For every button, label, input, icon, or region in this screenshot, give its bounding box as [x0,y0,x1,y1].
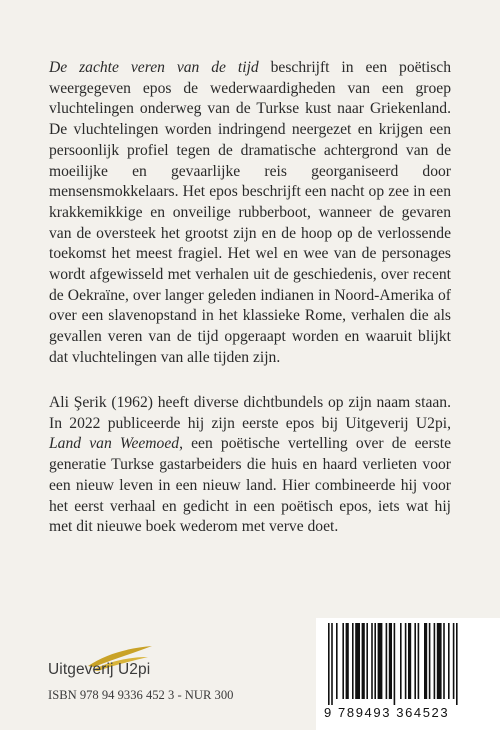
description-text: beschrijft in een poëtisch weergegeven epos de wederwaardigheden van een groep vluchtelingen onderweg van de Turkse kust naar Griekenland. De vluchtelingen worden indringend neergezet en krijgen een persoonlijk profiel tegen de dramatische achtergrond van de moeilijke en gevaarlijke reis georganiseerd door mensensmokkelaars. Het epos beschrijft een nacht op zee in een krakkemikkige en onveilige rubberboot, wanneer de gevaren van de oversteek het grootst zijn en de hoop op de verlossende toekomst het meest fragiel. Het wel en wee van de personages wordt afgewisseld met verhalen uit de geschiedenis, over recent de Oekraïne, over langer geleden indianen in Noord-Amerika of over een slavenopstand in het klassieke Rome, verhalen die als gevallen veren van de tijd opgeraapt worden en waaruit blijkt dat vluchtelingen van alle tijden zijn. [49,59,452,366]
author-bio [49,393,451,538]
book-description [49,58,451,369]
publisher-name: Uitgeverij U2pi [48,661,151,678]
book-title: De zachte veren van de tijd [49,59,259,76]
bio-text-start: Ali Şerik (1962) heeft diverse dichtbundels op zijn naam staan. In 2022 publiceerde hij zijn eerste epos bij Uitgeverij U2pi, [49,394,451,432]
barcode-icon [320,621,496,705]
bio-text-end: , een poëtische vertelling over de eerste generatie Turkse gastarbeiders die huis en haard verlieten voor een nieuw leven in een nieuw land. Hier combineerde hij voor het eerst verhaal en gedicht in een poëtisch epos, iets wat hij met dit nieuwe boek wederom met verve doet. [49,435,451,536]
barcode-number: 9 789493 364523 [324,705,450,720]
barcode-area [316,618,500,730]
isbn-nur-line: ISBN 978 94 9336 452 3 - NUR 300 [48,688,234,702]
previous-book-title: Land van Weemoed [49,435,180,453]
